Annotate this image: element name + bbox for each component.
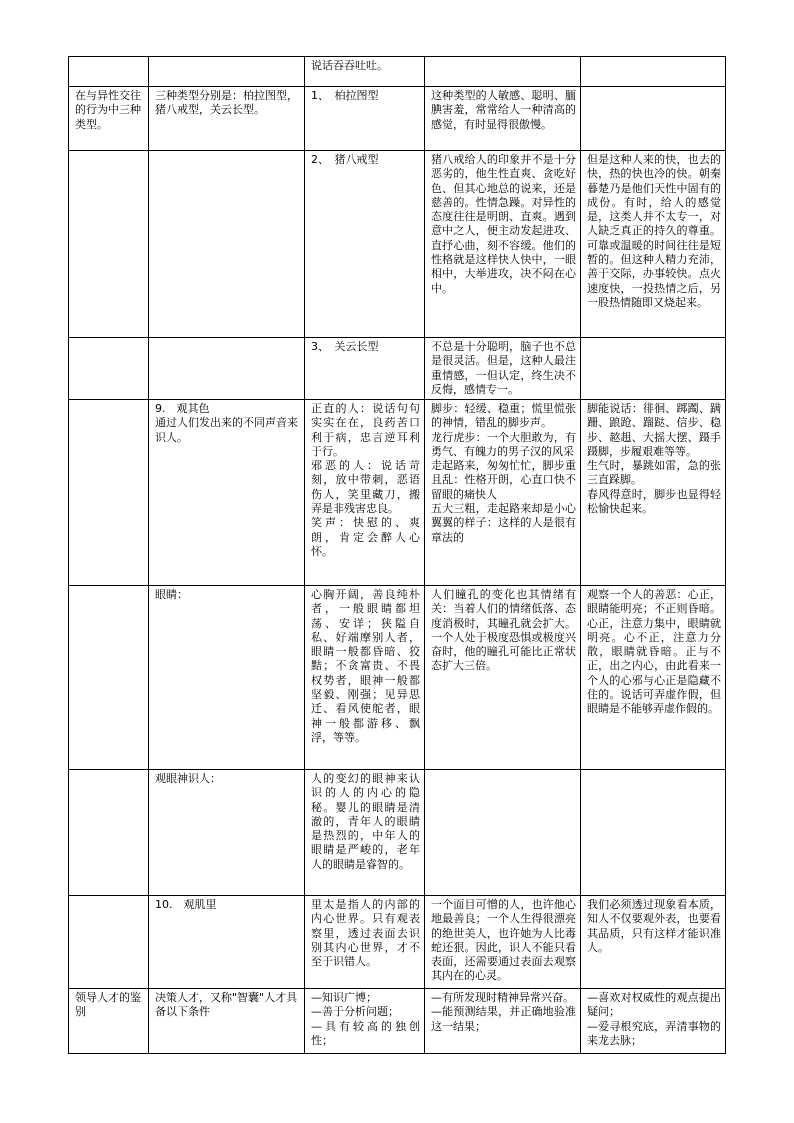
cell-detail-c: —喜欢对权威性的观点提出疑问； —爱寻根究底，弄清事物的来龙去脉； xyxy=(581,989,726,1054)
cell-category xyxy=(69,338,149,400)
cell-detail-b xyxy=(425,770,581,896)
cell-topic: 决策人才，又称"智囊"人才具备以下条件 xyxy=(149,989,305,1054)
cell-category xyxy=(69,770,149,896)
table-row xyxy=(69,989,726,1054)
table-row xyxy=(69,87,726,151)
cell-detail-b: 这种类型的人敏感、聪明、腼腆害羞，常常给人一种清高的感觉，有时显得很傲慢。 xyxy=(425,87,581,151)
cell-topic xyxy=(149,57,305,87)
cell-detail-a: 人的变幻的眼神来认识的人的内心的隐秘。婴儿的眼睛是清澈的，青年人的眼睛是热烈的，中年人的眼睛是严峻的，老年人的眼睛是睿智的。 xyxy=(305,770,425,896)
table-row xyxy=(69,586,726,770)
cell-detail-c xyxy=(581,770,726,896)
cell-topic xyxy=(149,151,305,338)
cell-topic: 眼睛： xyxy=(149,586,305,770)
cell-detail-b: 猪八戒给人的印象并不是十分恶劣的，他生性直爽、贪吃好色、但其心地总的说来，还是慈善的。性情急躁。对异性的态度往往是明朗、直爽。遇到意中之人，便主动发起进攻、直抒心曲，刻不容缓。他们的性格就是这样快人快中，一眼相中，大举进攻，决不闷在心中。 xyxy=(425,151,581,338)
cell-category xyxy=(69,896,149,989)
cell-topic: 观眼神识人： xyxy=(149,770,305,896)
cell-category: 领导人才的鉴别 xyxy=(69,989,149,1054)
table-row xyxy=(69,770,726,896)
cell-detail-a: 2、 猪八戒型 xyxy=(305,151,425,338)
cell-topic xyxy=(149,338,305,400)
cell-detail-a: 3、 关云长型 xyxy=(305,338,425,400)
cell-detail-c: 脚能说话：徘徊、踯躅、蹒跚、踉跄、蹓跶、信步、稳步、趑趄、大摇大摆、蹑手蹑脚，步履艰难等等。 生气时，暴跳如雷，急的张三直跺脚。 春风得意时，脚步也显得轻松愉快起来。 xyxy=(581,400,726,586)
cell-detail-b xyxy=(425,57,581,87)
table-row xyxy=(69,896,726,989)
cell-detail-c xyxy=(581,57,726,87)
cell-detail-a: 说话吞吞吐吐。 xyxy=(305,57,425,87)
table-row xyxy=(69,57,726,87)
cell-detail-b: 脚步：轻缓、稳重；慌里慌张的神情，错乱的脚步声。 龙行虎步：一个大胆敢为，有勇气、有魄力的男子汉的风采 走起路来，匆匆忙忙，脚步重且乱：性格开朗，心直口快不留眼的痛快人 五大三粗，走起路来却是小心翼翼的样子：这样的人是很有章法的 xyxy=(425,400,581,586)
cell-category: 在与异性交往的行为中三种类型。 xyxy=(69,87,149,151)
cell-detail-a: 1、 柏拉图型 xyxy=(305,87,425,151)
cell-topic: 9. 观其色 通过人们发出来的不同声音来识人。 xyxy=(149,400,305,586)
table-row xyxy=(69,338,726,400)
cell-detail-c: 我们必须透过现象看本质，知人不仅要观外表，也要看其品质，只有这样才能识准人。 xyxy=(581,896,726,989)
cell-topic: 三种类型分别是：柏拉图型，猪八戒型，关云长型。 xyxy=(149,87,305,151)
cell-category xyxy=(69,400,149,586)
cell-detail-c xyxy=(581,338,726,400)
cell-topic: 10. 观肌里 xyxy=(149,896,305,989)
cell-detail-a: 里太是指人的内部的内心世界。只有观表察里，透过表面去识别其内心世界，才不至于识错人。 xyxy=(305,896,425,989)
cell-detail-c xyxy=(581,87,726,151)
cell-detail-b: 一个面目可憎的人，也许他心地最善良；一个人生得很漂亮的绝世美人，也许她为人比毒蛇还狠。因此，识人不能只看表面，还需要通过表面去观察其内在的心灵。 xyxy=(425,896,581,989)
cell-detail-a: 正直的人：说话句句实实在在，良药苦口利于病，忠言逆耳利于行。 邪恶的人：说话苛刻，放中带刺，恶语伤人，笑里藏刀，搬弄是非残害忠良。 笑声：快慰的、爽朗，肯定会醉人心怀。 xyxy=(305,400,425,586)
cell-detail-b: 人们瞳孔的变化也其情绪有关：当着人们的情绪低落、态度消极时，其瞳孔就会扩大。一个人处于极度恐惧或极度兴奋时，他的瞳孔可能比正常状态扩大三倍。 xyxy=(425,586,581,770)
cell-detail-a: —知识广博； —善于分析问题； —具有较高的独创性； xyxy=(305,989,425,1054)
content-table xyxy=(68,56,726,1054)
cell-detail-b: —有所发现时精神异常兴奋。 —能预测结果，并正确地验准这一结果； xyxy=(425,989,581,1054)
cell-category xyxy=(69,57,149,87)
cell-category xyxy=(69,586,149,770)
table-row xyxy=(69,151,726,338)
cell-detail-c: 但是这种人来的快，也去的快，热的快也冷的快。朝秦暮楚乃是他们天性中固有的成份。有时，给人的感觉是，这类人并不太专一，对人缺乏真正的持久的尊重。可靠或温暖的时间往往是短暂的。但这种人精力充沛，善于交际，办事较快。点火速度快，一投热情之后，另一股热情随即又烧起来。 xyxy=(581,151,726,338)
table-row xyxy=(69,400,726,586)
cell-category xyxy=(69,151,149,338)
cell-detail-a: 心胸开阔，善良纯朴者，一般眼睛都坦荡、安详；狭隘自私、好端摩别人者，眼睛一般都昏暗、狡黠；不贪富贵、不畏权势者，眼神一般都坚毅、刚强；见异思迁、看风使舵者，眼神一般都游移、飘浮，等等。 xyxy=(305,586,425,770)
cell-detail-c: 观察一个人的善恶：心正，眼睛能明亮；不正则昏暗。心正，注意力集中，眼睛就明亮。心不正，注意力分散，眼睛就昏暗。正与不正，出之内心，由此看来一个人的心邪与心正是隐藏不住的。说话可弄虚作假，但眼睛是不能够弄虚作假的。 xyxy=(581,586,726,770)
cell-detail-b: 不总是十分聪明，脑子也不总是很灵活。但是，这种人最注重情感，一但认定，终生决不反悔，感情专一。 xyxy=(425,338,581,400)
